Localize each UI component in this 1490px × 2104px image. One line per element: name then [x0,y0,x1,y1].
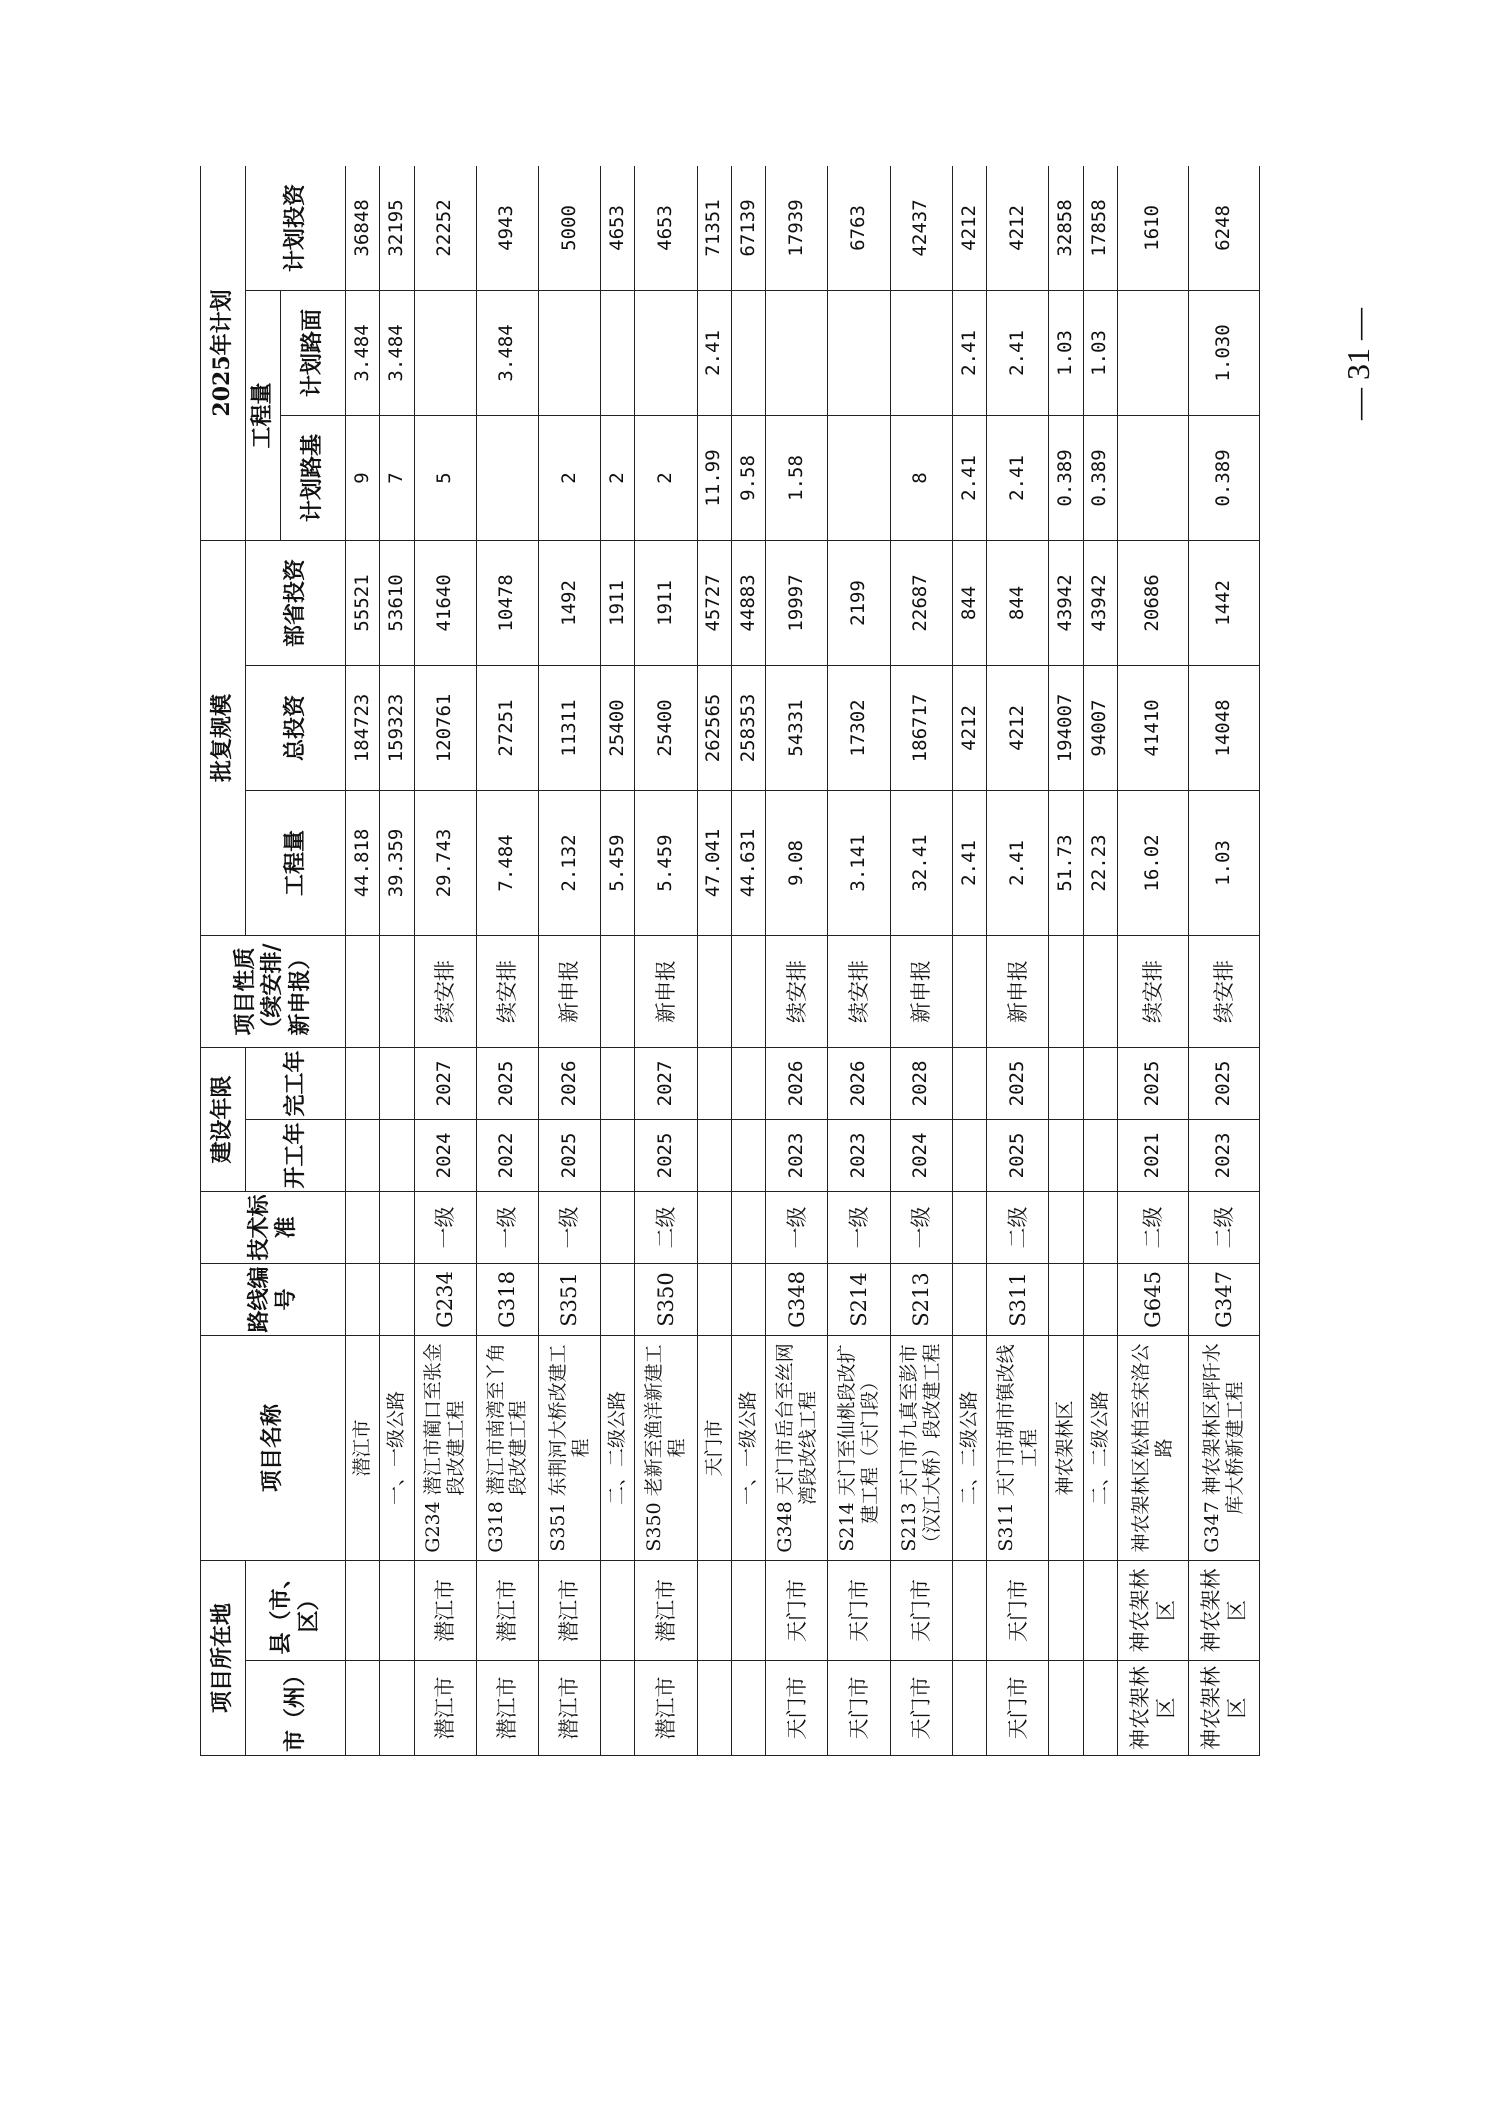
cell-pavement [731,290,765,415]
cell-invest: 67139 [731,166,765,290]
cell-total: 17302 [828,665,890,790]
page-number: — 31 — [1340,308,1376,420]
cell-nature [1049,935,1083,1047]
cell-ministry: 41640 [414,540,476,665]
table-row [601,166,635,1756]
cell-nature [380,935,414,1047]
cell-name: S351 东荆河大桥改建工程 [538,1335,600,1560]
cell-name: 一、一级公路 [380,1335,414,1560]
cell-subgrade: 1.58 [766,415,828,540]
cell-total: 11311 [538,665,600,790]
cell-nature: 续安排 [1117,935,1188,1047]
cell-qty: 39.359 [380,790,414,935]
cell-route [1049,1263,1083,1335]
cell-county: 神农架林区 [1188,1560,1259,1660]
cell-city: 天门市 [890,1661,952,1756]
cell-route: G347 [1188,1263,1259,1335]
cell-city [380,1661,414,1756]
cell-end: 2027 [414,1047,476,1119]
cell-tech [346,1191,380,1263]
header-construction-period: 建设年限 [201,1047,246,1191]
cell-qty: 2.132 [538,790,600,935]
cell-tech: 一级 [890,1191,952,1263]
cell-name: 二、二级公路 [601,1335,635,1560]
cell-subgrade: 8 [890,415,952,540]
cell-qty: 9.08 [766,790,828,935]
cell-name: 天门市 [697,1335,731,1560]
cell-total: 4212 [952,665,986,790]
cell-end: 2027 [635,1047,697,1119]
table-row [987,166,1049,1756]
table-row [1083,166,1117,1756]
cell-county: 天门市 [987,1560,1049,1660]
cell-tech: 一级 [538,1191,600,1263]
cell-county: 潜江市 [635,1560,697,1660]
cell-name: 二、二级公路 [1083,1335,1117,1560]
cell-county: 天门市 [828,1560,890,1660]
cell-tech [697,1191,731,1263]
cell-start [380,1119,414,1191]
table-row [346,166,380,1756]
cell-tech: 一级 [476,1191,538,1263]
cell-subgrade: 5 [414,415,476,540]
cell-nature [952,935,986,1047]
cell-city [1083,1661,1117,1756]
cell-pavement: 1.03 [1083,290,1117,415]
cell-nature [731,935,765,1047]
header-nature: 项目性质（续安排/新申报） [201,935,346,1047]
cell-total: 159323 [380,665,414,790]
cell-name: G347 神农架林区坪阡水库大桥新建工程 [1188,1335,1259,1560]
cell-county: 神农架林区 [1117,1560,1188,1660]
cell-subgrade: 11.99 [697,415,731,540]
cell-ministry: 45727 [697,540,731,665]
cell-city [952,1661,986,1756]
header-county: 县（市、区） [246,1560,346,1660]
cell-subgrade: 9.58 [731,415,765,540]
table-row [414,166,476,1756]
cell-end: 2028 [890,1047,952,1119]
table-row [476,166,538,1756]
cell-city: 天门市 [766,1661,828,1756]
cell-invest: 17939 [766,166,828,290]
cell-qty: 2.41 [987,790,1049,935]
cell-qty: 16.02 [1117,790,1188,935]
cell-name: G318 潜江市南湾至丫角段改建工程 [476,1335,538,1560]
cell-end [601,1047,635,1119]
cell-city [601,1661,635,1756]
cell-qty: 47.041 [697,790,731,935]
cell-city: 潜江市 [538,1661,600,1756]
cell-name: S213 天门市九真至彭市（汉江大桥）段改建工程 [890,1335,952,1560]
cell-pavement: 1.03 [1049,290,1083,415]
cell-start [952,1119,986,1191]
cell-pavement: 3.484 [380,290,414,415]
cell-pavement: 3.484 [346,290,380,415]
cell-invest: 42437 [890,166,952,290]
cell-invest: 4653 [635,166,697,290]
cell-start [1083,1119,1117,1191]
cell-total: 27251 [476,665,538,790]
cell-invest: 4212 [987,166,1049,290]
cell-subgrade [476,415,538,540]
cell-invest: 4212 [952,166,986,290]
cell-ministry: 1442 [1188,540,1259,665]
cell-route: S350 [635,1263,697,1335]
header-quantity: 工程量 [246,790,346,935]
cell-city [346,1661,380,1756]
header-plan-2025: 2025年计划 [201,166,246,540]
cell-ministry: 2199 [828,540,890,665]
cell-route: G234 [414,1263,476,1335]
table-row [1117,166,1188,1756]
cell-city: 潜江市 [476,1661,538,1756]
cell-qty: 3.141 [828,790,890,935]
cell-tech: 二级 [987,1191,1049,1263]
cell-subgrade: 2.41 [952,415,986,540]
cell-name: S350 老新至渔洋新建工程 [635,1335,697,1560]
cell-start: 2023 [1188,1119,1259,1191]
cell-pavement [828,290,890,415]
cell-nature: 续安排 [828,935,890,1047]
page-number-box [1340,310,1420,420]
cell-ministry: 1911 [635,540,697,665]
cell-name: S214 天门至仙桃段改扩建工程（天门段） [828,1335,890,1560]
cell-invest: 32858 [1049,166,1083,290]
cell-pavement [414,290,476,415]
cell-qty: 29.743 [414,790,476,935]
cell-qty: 32.41 [890,790,952,935]
cell-start [697,1119,731,1191]
cell-route: S214 [828,1263,890,1335]
cell-subgrade: 0.389 [1049,415,1083,540]
cell-nature [1083,935,1117,1047]
table-row [828,166,890,1756]
cell-tech [952,1191,986,1263]
cell-start [601,1119,635,1191]
cell-total: 4212 [987,665,1049,790]
cell-county: 潜江市 [476,1560,538,1660]
cell-start: 2023 [828,1119,890,1191]
cell-nature [346,935,380,1047]
cell-qty: 5.459 [601,790,635,935]
cell-end: 2025 [1188,1047,1259,1119]
cell-total: 25400 [601,665,635,790]
cell-county: 天门市 [890,1560,952,1660]
cell-qty: 1.03 [1188,790,1259,935]
cell-invest: 17858 [1083,166,1117,290]
cell-route [952,1263,986,1335]
cell-ministry: 43942 [1083,540,1117,665]
cell-ministry: 19997 [766,540,828,665]
cell-tech: 二级 [1188,1191,1259,1263]
cell-tech [380,1191,414,1263]
cell-end [380,1047,414,1119]
cell-start: 2025 [538,1119,600,1191]
cell-total: 14048 [1188,665,1259,790]
cell-ministry: 44883 [731,540,765,665]
cell-route [601,1263,635,1335]
cell-pavement: 3.484 [476,290,538,415]
cell-ministry: 1911 [601,540,635,665]
cell-nature: 新申报 [987,935,1049,1047]
cell-start: 2021 [1117,1119,1188,1191]
table-row [766,166,828,1756]
cell-county [731,1560,765,1660]
cell-ministry: 22687 [890,540,952,665]
cell-pavement: 1.030 [1188,290,1259,415]
cell-end [697,1047,731,1119]
cell-nature: 续安排 [1188,935,1259,1047]
cell-start [346,1119,380,1191]
cell-invest: 5000 [538,166,600,290]
cell-city: 天门市 [828,1661,890,1756]
cell-name: 二、二级公路 [952,1335,986,1560]
cell-subgrade: 2.41 [987,415,1049,540]
cell-subgrade: 2 [538,415,600,540]
cell-ministry: 43942 [1049,540,1083,665]
cell-pavement [601,290,635,415]
cell-invest: 71351 [697,166,731,290]
table-body [346,166,1260,1756]
cell-subgrade: 0.389 [1083,415,1117,540]
cell-tech: 二级 [635,1191,697,1263]
cell-county [380,1560,414,1660]
table-row [1049,166,1083,1756]
cell-name: G234 潜江市蔺口至张金段改建工程 [414,1335,476,1560]
header-end-year: 完工年 [246,1047,346,1119]
cell-county [952,1560,986,1660]
table-row [890,166,952,1756]
cell-total: 194007 [1049,665,1083,790]
cell-total: 41410 [1117,665,1188,790]
cell-total: 25400 [635,665,697,790]
cell-pavement [635,290,697,415]
cell-city [697,1661,731,1756]
cell-county [1049,1560,1083,1660]
cell-route: G318 [476,1263,538,1335]
cell-start: 2023 [766,1119,828,1191]
cell-end: 2025 [987,1047,1049,1119]
cell-end: 2025 [476,1047,538,1119]
cell-end: 2026 [828,1047,890,1119]
cell-qty: 5.459 [635,790,697,935]
header-ministry-investment: 部省投资 [246,540,346,665]
cell-nature: 新申报 [635,935,697,1047]
cell-invest: 22252 [414,166,476,290]
table-row [697,166,731,1756]
cell-route: S213 [890,1263,952,1335]
cell-qty: 44.631 [731,790,765,935]
cell-ministry: 20686 [1117,540,1188,665]
header-location: 项目所在地 [201,1560,246,1755]
cell-route [380,1263,414,1335]
cell-city: 天门市 [987,1661,1049,1756]
cell-pavement [538,290,600,415]
cell-name: 神农架林区 [1049,1335,1083,1560]
cell-ministry: 844 [952,540,986,665]
cell-total: 262565 [697,665,731,790]
cell-name: 神农架林区松柏至宋洛公路 [1117,1335,1188,1560]
cell-subgrade: 7 [380,415,414,540]
cell-start [731,1119,765,1191]
cell-city: 神农架林区 [1117,1661,1188,1756]
cell-route: S311 [987,1263,1049,1335]
cell-pavement: 2.41 [952,290,986,415]
cell-qty: 22.23 [1083,790,1117,935]
header-tech-standard: 技术标准 [201,1191,346,1263]
cell-total: 258353 [731,665,765,790]
cell-start [1049,1119,1083,1191]
table-row [731,166,765,1756]
cell-tech: 二级 [1117,1191,1188,1263]
table-row [952,166,986,1756]
cell-start: 2024 [890,1119,952,1191]
cell-invest: 32195 [380,166,414,290]
cell-end [952,1047,986,1119]
table-row [538,166,600,1756]
cell-route [697,1263,731,1335]
cell-tech: 一级 [766,1191,828,1263]
cell-county: 潜江市 [414,1560,476,1660]
header-plan-quantity: 工程量 [246,290,281,540]
cell-invest: 6763 [828,166,890,290]
cell-invest: 6248 [1188,166,1259,290]
cell-end: 2025 [1117,1047,1188,1119]
cell-ministry: 844 [987,540,1049,665]
cell-county [346,1560,380,1660]
cell-city [731,1661,765,1756]
cell-subgrade: 9 [346,415,380,540]
cell-pavement [890,290,952,415]
cell-total: 184723 [346,665,380,790]
header-city: 市（州） [246,1661,346,1756]
cell-pavement [766,290,828,415]
cell-end: 2026 [538,1047,600,1119]
cell-route: S351 [538,1263,600,1335]
cell-county [601,1560,635,1660]
header-approved-scale: 批复规模 [201,540,246,935]
cell-county: 潜江市 [538,1560,600,1660]
cell-tech [601,1191,635,1263]
cell-ministry: 55521 [346,540,380,665]
cell-total: 186717 [890,665,952,790]
cell-end [1049,1047,1083,1119]
cell-nature [697,935,731,1047]
cell-end [731,1047,765,1119]
cell-county [1083,1560,1117,1660]
cell-end [346,1047,380,1119]
cell-nature [601,935,635,1047]
cell-total: 54331 [766,665,828,790]
header-total-investment: 总投资 [246,665,346,790]
table-wrapper [200,166,1260,1756]
header-plan-investment: 计划投资 [246,166,346,290]
cell-pavement: 2.41 [697,290,731,415]
table-row [380,166,414,1756]
cell-county [697,1560,731,1660]
cell-route: G348 [766,1263,828,1335]
cell-nature: 续安排 [766,935,828,1047]
cell-subgrade: 0.389 [1188,415,1259,540]
cell-city: 潜江市 [414,1661,476,1756]
cell-nature: 新申报 [538,935,600,1047]
cell-ministry: 1492 [538,540,600,665]
table-row [635,166,697,1756]
cell-route: G645 [1117,1263,1188,1335]
cell-tech: 一级 [414,1191,476,1263]
cell-qty: 2.41 [952,790,986,935]
cell-nature: 续安排 [476,935,538,1047]
cell-subgrade: 2 [601,415,635,540]
rotated-table-frame [200,166,1260,1756]
cell-route [1083,1263,1117,1335]
cell-qty: 7.484 [476,790,538,935]
cell-subgrade: 2 [635,415,697,540]
header-start-year: 开工年 [246,1119,346,1191]
cell-ministry: 10478 [476,540,538,665]
cell-tech [1049,1191,1083,1263]
cell-start: 2025 [635,1119,697,1191]
cell-qty: 44.818 [346,790,380,935]
cell-route [731,1263,765,1335]
cell-tech: 一级 [828,1191,890,1263]
cell-end: 2026 [766,1047,828,1119]
cell-subgrade [1117,415,1188,540]
cell-total: 120761 [414,665,476,790]
header-plan-pavement: 计划路面 [281,290,346,415]
cell-name: S311 天门市胡市镇改线工程 [987,1335,1049,1560]
cell-name: 一、一级公路 [731,1335,765,1560]
cell-nature: 续安排 [414,935,476,1047]
cell-city [1049,1661,1083,1756]
cell-invest: 4943 [476,166,538,290]
cell-total: 94007 [1083,665,1117,790]
header-project-name: 项目名称 [201,1335,346,1560]
cell-nature: 新申报 [890,935,952,1047]
cell-start: 2024 [414,1119,476,1191]
cell-pavement: 2.41 [987,290,1049,415]
cell-start: 2025 [987,1119,1049,1191]
cell-start: 2022 [476,1119,538,1191]
cell-city: 潜江市 [635,1661,697,1756]
cell-end [1083,1047,1117,1119]
cell-pavement [1117,290,1188,415]
cell-tech [1083,1191,1117,1263]
cell-tech [731,1191,765,1263]
cell-subgrade [828,415,890,540]
cell-route [346,1263,380,1335]
cell-county: 天门市 [766,1560,828,1660]
cell-city: 神农架林区 [1188,1661,1259,1756]
cell-invest: 1610 [1117,166,1188,290]
project-table [200,166,1260,1756]
header-plan-subgrade: 计划路基 [281,415,346,540]
cell-invest: 4653 [601,166,635,290]
cell-invest: 36848 [346,166,380,290]
table-row [1188,166,1259,1756]
cell-name: 潜江市 [346,1335,380,1560]
header-route-no: 路线编号 [201,1263,346,1335]
cell-qty: 51.73 [1049,790,1083,935]
cell-ministry: 53610 [380,540,414,665]
cell-name: G348 天门市岳台至丝网湾段改线工程 [766,1335,828,1560]
